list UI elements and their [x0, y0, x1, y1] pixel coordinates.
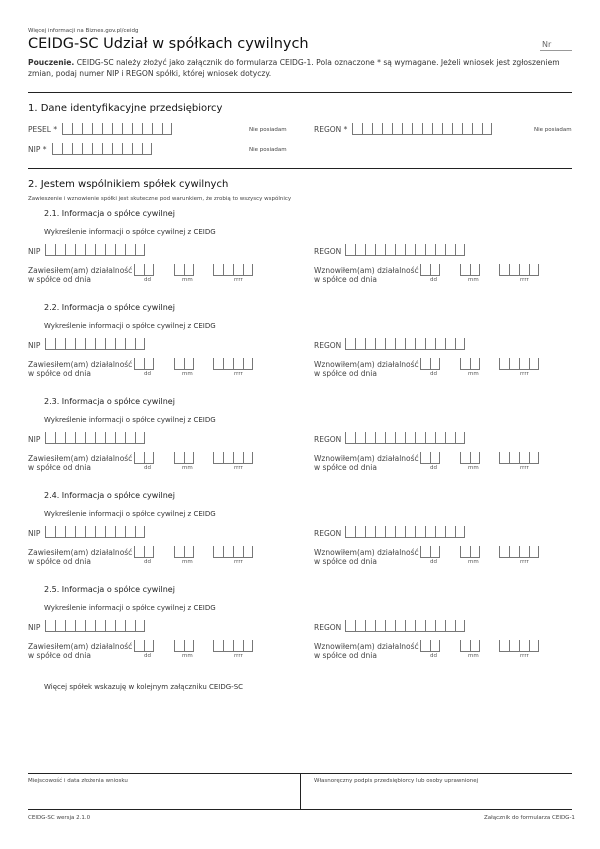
resume-date-month-input[interactable] [460, 264, 480, 276]
remove-company-checkbox[interactable]: Wykreślenie informacji o spółce cywilnej z CEIDG [44, 228, 216, 236]
section2-note: Zawieszenie i wznowienie spółki jest skuteczne pod warunkiem, że zrobią to wszyscy wspólnicy [28, 196, 292, 202]
company-regon-label: REGON [314, 435, 342, 444]
suspend-date-year-input[interactable] [213, 546, 253, 558]
company-nip-label: NIP [28, 529, 41, 538]
nip-none-checkbox[interactable]: Nie posiadam [249, 147, 287, 153]
footer-version: CEIDG-SC wersja 2.1.0 [28, 815, 91, 821]
company-regon-input[interactable] [345, 526, 465, 538]
company-regon-input[interactable] [345, 432, 465, 444]
company-nip-input[interactable] [45, 432, 145, 444]
remove-company-checkbox[interactable]: Wykreślenie informacji o spółce cywilnej z CEIDG [44, 510, 216, 518]
company-nip-label: NIP [28, 623, 41, 632]
divider [28, 809, 572, 810]
resume-date-month-label: mm [468, 559, 479, 565]
pesel-none-checkbox[interactable]: Nie posiadam [249, 127, 287, 133]
signature-field[interactable]: Własnoręczny podpis przedsiębiorcy lub osoby uprawnionej [314, 778, 479, 784]
suspend-date-month-label: mm [182, 653, 193, 659]
resume-date-day-input[interactable] [420, 452, 440, 464]
company-regon-label: REGON [314, 341, 342, 350]
suspend-label-2: w spółce od dnia [28, 651, 91, 660]
suspend-date-year-label: rrrr [234, 653, 243, 659]
resume-label-2: w spółce od dnia [314, 369, 377, 378]
resume-date-year-label: rrrr [520, 559, 529, 565]
regon-input[interactable] [352, 123, 492, 135]
page-title: CEIDG-SC Udział w spółkach cywilnych [28, 36, 309, 52]
suspend-date-day-input[interactable] [134, 264, 154, 276]
company-regon-label: REGON [314, 247, 342, 256]
resume-label-2: w spółce od dnia [314, 463, 377, 472]
resume-date-day-label: dd [430, 559, 437, 565]
suspend-date-day-input[interactable] [134, 358, 154, 370]
suspend-label-2: w spółce od dnia [28, 275, 91, 284]
suspend-date-year-label: rrrr [234, 465, 243, 471]
suspend-label: Zawiesiłem(am) działalność [28, 548, 133, 557]
suspend-label: Zawiesiłem(am) działalność [28, 642, 133, 651]
resume-label: Wznowiłem(am) działalność [314, 454, 419, 463]
resume-date-month-input[interactable] [460, 452, 480, 464]
resume-label: Wznowiłem(am) działalność [314, 360, 419, 369]
suspend-date-day-input[interactable] [134, 640, 154, 652]
resume-label: Wznowiłem(am) działalność [314, 266, 419, 275]
resume-date-month-label: mm [468, 277, 479, 283]
remove-company-checkbox[interactable]: Wykreślenie informacji o spółce cywilnej z CEIDG [44, 322, 216, 330]
resume-date-month-input[interactable] [460, 640, 480, 652]
suspend-date-day-label: dd [144, 653, 151, 659]
resume-label-2: w spółce od dnia [314, 651, 377, 660]
suspend-date-year-input[interactable] [213, 452, 253, 464]
more-info-link[interactable]: Więcej informacji na Biznes.gov.pl/ceidg [28, 28, 139, 34]
resume-date-month-input[interactable] [460, 358, 480, 370]
company-regon-label: REGON [314, 623, 342, 632]
company-nip-label: NIP [28, 435, 41, 444]
suspend-label: Zawiesiłem(am) działalność [28, 360, 133, 369]
suspend-date-month-label: mm [182, 371, 193, 377]
company-block-title: 2.4. Informacja o spółce cywilnej [44, 491, 175, 500]
more-companies-label: Więcej spółek wskazuję w kolejnym załączniku CEIDG-SC [44, 683, 244, 691]
resume-date-day-input[interactable] [420, 640, 440, 652]
regon-label: REGON * [314, 125, 348, 134]
nr-field[interactable] [540, 50, 572, 51]
suspend-label-2: w spółce od dnia [28, 369, 91, 378]
suspend-date-year-input[interactable] [213, 264, 253, 276]
resume-date-day-label: dd [430, 277, 437, 283]
resume-label-2: w spółce od dnia [314, 275, 377, 284]
suspend-date-month-label: mm [182, 277, 193, 283]
company-block-title: 2.5. Informacja o spółce cywilnej [44, 585, 175, 594]
resume-label: Wznowiłem(am) działalność [314, 548, 419, 557]
suspend-date-day-input[interactable] [134, 546, 154, 558]
suspend-date-month-input[interactable] [174, 640, 194, 652]
suspend-date-month-input[interactable] [174, 358, 194, 370]
resume-label-2: w spółce od dnia [314, 557, 377, 566]
suspend-date-year-label: rrrr [234, 559, 243, 565]
suspend-date-day-label: dd [144, 559, 151, 565]
suspend-date-year-label: rrrr [234, 371, 243, 377]
place-date-field[interactable]: Miejscowość i data złożenia wniosku [28, 778, 128, 784]
section1-title: 1. Dane identyfikacyjne przedsiębiorcy [28, 103, 223, 114]
pesel-label: PESEL * [28, 125, 58, 134]
resume-date-day-label: dd [430, 653, 437, 659]
nip-input[interactable] [52, 143, 152, 155]
resume-date-year-input[interactable] [499, 264, 539, 276]
resume-date-month-input[interactable] [460, 546, 480, 558]
suspend-date-day-label: dd [144, 371, 151, 377]
company-block-title: 2.3. Informacja o spółce cywilnej [44, 397, 175, 406]
nr-label: Nr [542, 40, 552, 49]
resume-date-year-label: rrrr [520, 465, 529, 471]
company-nip-label: NIP [28, 247, 41, 256]
nip-label: NIP * [28, 145, 47, 154]
resume-date-year-label: rrrr [520, 653, 529, 659]
remove-company-checkbox[interactable]: Wykreślenie informacji o spółce cywilnej z CEIDG [44, 604, 216, 612]
resume-date-year-input[interactable] [499, 452, 539, 464]
resume-date-day-input[interactable] [420, 546, 440, 558]
resume-label: Wznowiłem(am) działalność [314, 642, 419, 651]
resume-date-year-label: rrrr [520, 371, 529, 377]
company-regon-input[interactable] [345, 244, 465, 256]
company-regon-input[interactable] [345, 338, 465, 350]
section2-title: 2. Jestem wspólnikiem spółek cywilnych [28, 179, 229, 190]
suspend-date-month-input[interactable] [174, 546, 194, 558]
resume-date-month-label: mm [468, 371, 479, 377]
resume-date-year-input[interactable] [499, 358, 539, 370]
divider [28, 168, 572, 169]
remove-company-checkbox[interactable]: Wykreślenie informacji o spółce cywilnej z CEIDG [44, 416, 216, 424]
suspend-label: Zawiesiłem(am) działalność [28, 454, 133, 463]
suspend-label-2: w spółce od dnia [28, 463, 91, 472]
resume-date-year-input[interactable] [499, 546, 539, 558]
divider [28, 92, 572, 93]
suspend-date-day-label: dd [144, 465, 151, 471]
suspend-label: Zawiesiłem(am) działalność [28, 266, 133, 275]
footer-attachment: Załącznik do formularza CEIDG-1 [484, 815, 575, 821]
regon-none-checkbox[interactable]: Nie posiadam [534, 127, 572, 133]
company-block-title: 2.2. Informacja o spółce cywilnej [44, 303, 175, 312]
suspend-date-month-label: mm [182, 465, 193, 471]
suspend-date-day-input[interactable] [134, 452, 154, 464]
company-nip-input[interactable] [45, 338, 145, 350]
resume-date-year-input[interactable] [499, 640, 539, 652]
resume-date-day-input[interactable] [420, 264, 440, 276]
resume-date-month-label: mm [468, 465, 479, 471]
company-regon-input[interactable] [345, 620, 465, 632]
signature-divider [300, 773, 301, 809]
suspend-date-year-label: rrrr [234, 277, 243, 283]
suspend-date-month-input[interactable] [174, 452, 194, 464]
company-regon-label: REGON [314, 529, 342, 538]
instruction-text: CEIDG-SC należy złożyć jako załącznik do formularza CEIDG-1. Pola oznaczone * są wymagane. Jeżeli wniosek jest zgłoszeniem zmian, podaj numer NIP i REGON spółki, której wniosek dotyczy. [28, 58, 560, 78]
resume-date-day-label: dd [430, 371, 437, 377]
company-nip-input[interactable] [45, 620, 145, 632]
suspend-date-day-label: dd [144, 277, 151, 283]
company-nip-input[interactable] [45, 244, 145, 256]
resume-date-year-label: rrrr [520, 277, 529, 283]
suspend-label-2: w spółce od dnia [28, 557, 91, 566]
company-nip-label: NIP [28, 341, 41, 350]
resume-date-month-label: mm [468, 653, 479, 659]
suspend-date-month-input[interactable] [174, 264, 194, 276]
instruction [28, 58, 574, 79]
company-nip-input[interactable] [45, 526, 145, 538]
pesel-input[interactable] [62, 123, 172, 135]
resume-date-day-input[interactable] [420, 358, 440, 370]
suspend-date-month-label: mm [182, 559, 193, 565]
instruction-bold: Pouczenie. [28, 58, 75, 67]
resume-date-day-label: dd [430, 465, 437, 471]
suspend-date-year-input[interactable] [213, 640, 253, 652]
suspend-date-year-input[interactable] [213, 358, 253, 370]
company-block-title: 2.1. Informacja o spółce cywilnej [44, 209, 175, 218]
